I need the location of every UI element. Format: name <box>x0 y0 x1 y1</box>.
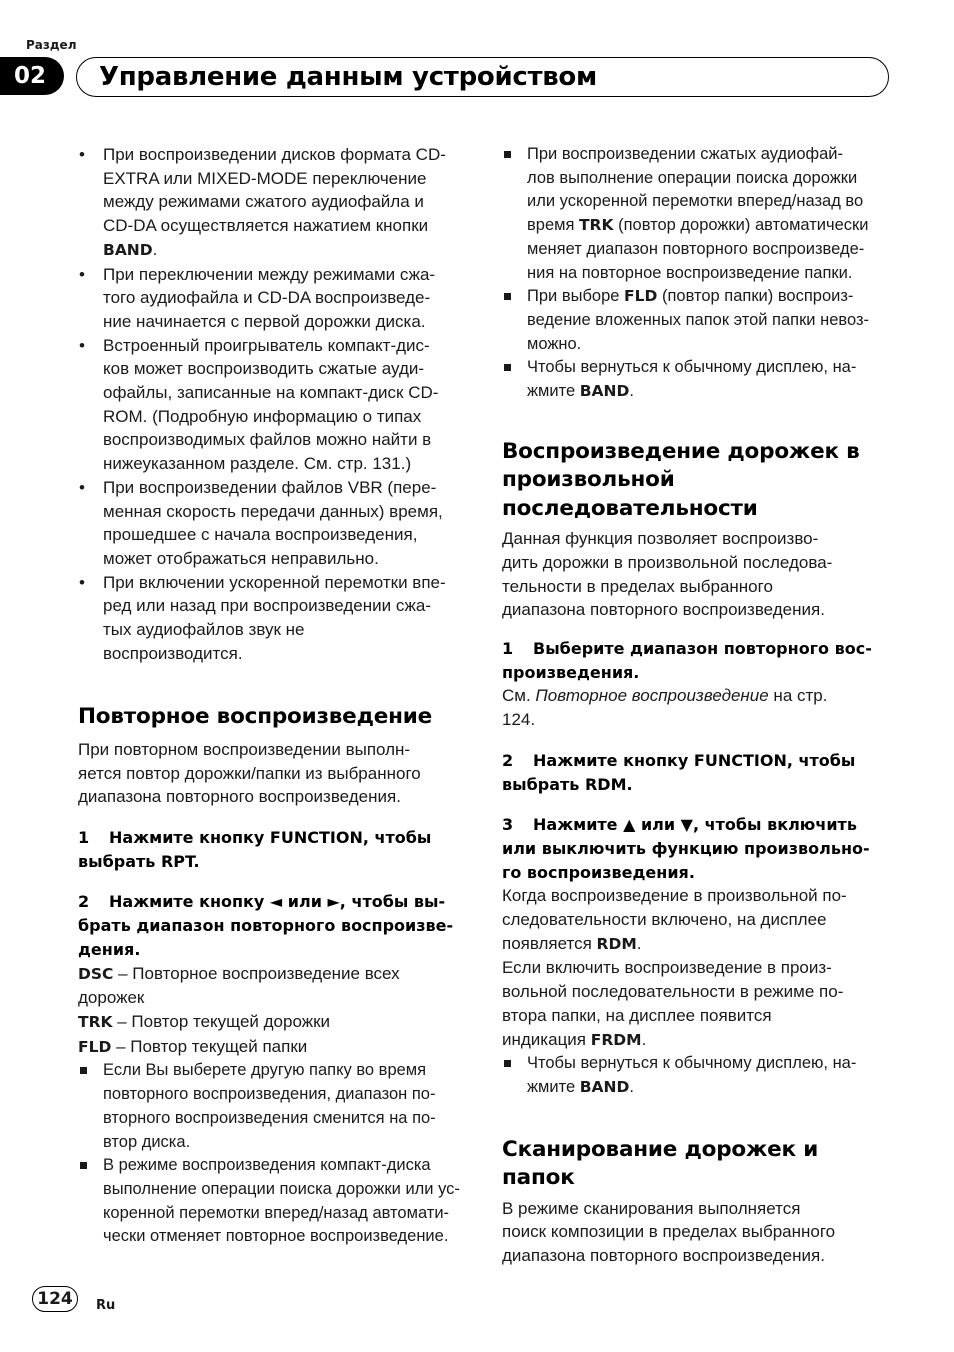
page-number: 124 <box>32 1286 78 1312</box>
random-step-2: 2 Нажмите кнопку FUNCTION, чтобы выбрать RDM. <box>502 750 856 794</box>
random-intro: Данная функция позволяет воспроизво- дить дорожки в произвольной последова- тельности в пределах выбранного диапазона повторного воспроизведения. <box>502 529 833 620</box>
chapter-title-bar <box>76 57 889 97</box>
repeat-intro: При повторном воспроизведении выполн- яется повтор дорожки/папки из выбранного диапазона повторного воспроизведения. <box>78 739 421 807</box>
section-heading-scan: Сканирование дорожек и папок <box>502 1136 819 1191</box>
random-para-2: Если включить воспроизведение в произ- вольной последовательности в режиме по- втора папки, на дисплее появится индикация FRDM. <box>502 958 844 1049</box>
note-item: При воспроизведении сжатых аудиофай- лов выполнение операции поиска дорожки или ускоренной перемотки вперед/назад во время TRK (повтор дорожки) автоматически меняет диапазон повторного воспроизведе- ния на повторное воспроизведение папки. <box>502 143 894 285</box>
list-item: • При воспроизведении файлов VBR (пере- менная скорость передачи данных) время, прошедшее с начала воспроизведения, может отображаться неправильно. <box>78 476 468 571</box>
keyword-band: BAND <box>103 240 153 259</box>
random-step-1: 1 Выберите диапазон повторного вос- произведения. <box>502 639 872 682</box>
note-item: Чтобы вернуться к обычному дисплею, на- жмите BAND. <box>502 1052 894 1099</box>
random-para-1: Когда воспроизведение в произвольной по- следовательности включено, на дисплее появляется RDM. <box>502 886 847 953</box>
list-item: • Встроенный проигрыватель компакт-дис- ков может воспроизводить сжатые ауди- офайлы, записанные на компакт-диск CD- ROM. (Подробную информацию о типах воспроизводимых файлов можно найти в нижеуказанном разделе. См. стр. 131.) <box>78 334 468 476</box>
repeat-step-2: 2 Нажмите кнопку ◄ или ►, чтобы вы- брать диапазон повторного воспроизве- дения. <box>78 892 454 959</box>
left-column <box>78 143 468 1249</box>
note-item: В режиме воспроизведения компакт-диска выполнение операции поиска дорожки или ус- коренной перемотки вперед/назад автомати- чески отменяет повторное воспроизведение. <box>78 1154 468 1249</box>
list-item: • При включении ускоренной перемотки впе- ред или назад при воспроизведении сжа- тых аудиофайлов звук не воспроизводится. <box>78 571 468 666</box>
repeat-options: DSC – Повторное воспроизведение всех дорожек TRK – Повтор текущей дорожки FLD – Повтор текущей папки <box>78 963 400 1056</box>
right-column <box>502 143 894 1268</box>
section-heading-repeat: Повторное воспроизведение <box>78 704 433 730</box>
chapter-title: Управление данным устройством <box>99 62 597 92</box>
section-label: Раздел <box>26 38 77 52</box>
list-item: • При переключении между режимами сжа- того аудиофайла и CD-DA воспроизведе- ние начинается с первой дорожки диска. <box>78 263 468 334</box>
chapter-badge: 02 <box>0 57 64 95</box>
random-step-1-ref: См. Повторное воспроизведение на стр. 124. <box>502 686 828 730</box>
scan-intro: В режиме сканирования выполняется поиск композиции в пределах выбранного диапазона повторного воспроизведения. <box>502 1198 836 1266</box>
note-item: При выборе FLD (повтор папки) воспроиз- ведение вложенных папок этой папки невоз- можно. <box>502 285 894 356</box>
repeat-step-1: 1 Нажмите кнопку FUNCTION, чтобы выбрать RPT. <box>78 828 432 871</box>
section-heading-random: Воспроизведение дорожек в произвольной последовательности <box>502 438 860 521</box>
note-item: Чтобы вернуться к обычному дисплею, на- жмите BAND. <box>502 356 894 403</box>
note-item: Если Вы выберете другую папку во время повторного воспроизведения, диапазон по- вторного воспроизведения сменится на по- втор диска. <box>78 1059 468 1154</box>
list-item: • При воспроизведении дисков формата CD- EXTRA или MIXED-MODE переключение между режимами сжатого аудиофайла и CD-DA осуществляется нажатием кнопки BAND. <box>78 143 468 263</box>
language-code: Ru <box>96 1298 116 1313</box>
random-step-3: 3 Нажмите ▲ или ▼, чтобы включить или выключить функцию произвольно- го воспроизведения. <box>502 815 870 882</box>
